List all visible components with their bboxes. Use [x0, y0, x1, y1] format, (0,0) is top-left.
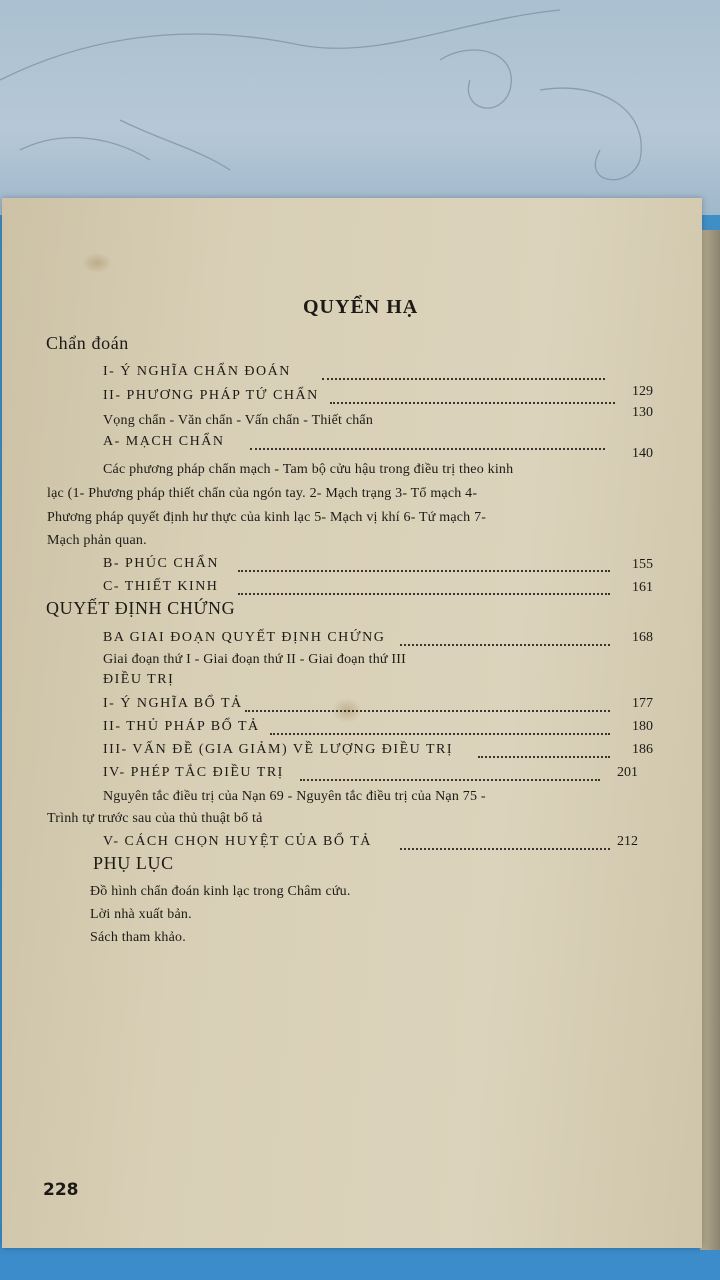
dot-leader [238, 593, 610, 595]
dot-leader [245, 710, 610, 712]
page-edge-shadow [700, 230, 720, 1250]
toc-description-line: Phương pháp quyết định hư thực của kinh lạc 5- Mạch vị khí 6- Tứ mạch 7- [47, 510, 487, 525]
toc-entry-page: 161 [632, 580, 653, 595]
toc-entry-page: 201 [617, 765, 638, 780]
toc-entry-label: BA GIAI ĐOẠN QUYẾT ĐỊNH CHỨNG [103, 630, 386, 645]
toc-description-line: lạc (1- Phương pháp thiết chẩn của ngón tay. 2- Mạch trạng 3- Tổ mạch 4- [47, 486, 478, 501]
pencil-sketch-background [0, 0, 720, 215]
toc-entry-page: 180 [632, 719, 653, 734]
toc-description-line: Trình tự trước sau của thủ thuật bổ tả [47, 811, 263, 826]
toc-entry-page: 130 [632, 405, 653, 420]
toc-entry-label: A- MẠCH CHẨN [103, 434, 225, 449]
toc-entry-label: II- THỦ PHÁP BỔ TẢ [103, 719, 260, 734]
toc-entry-page: 212 [617, 834, 638, 849]
toc-entry-label: Vọng chẩn - Văn chẩn - Vấn chẩn - Thiết chẩn [103, 413, 374, 428]
toc-entry-label: II- PHƯƠNG PHÁP TỨ CHẨN [103, 388, 319, 403]
section-heading-quyet-dinh-chung: QUYẾT ĐỊNH CHỨNG [46, 598, 236, 618]
toc-entry-page: 177 [632, 696, 653, 711]
toc-entry-label: I- Ý NGHĨA BỔ TẢ [103, 696, 243, 711]
page-title: QUYỂN HẠ [303, 296, 419, 318]
toc-entry-page: 155 [632, 557, 653, 572]
paper-stain [82, 253, 112, 273]
section-heading-chan-doan: Chẩn đoán [46, 333, 129, 353]
toc-entry-page: 186 [632, 742, 653, 757]
dot-leader [478, 756, 610, 758]
toc-entry-label: V- CÁCH CHỌN HUYỆT CỦA BỔ TẢ [103, 834, 372, 849]
dot-leader [330, 402, 615, 404]
toc-entry-label: I- Ý NGHĨA CHẨN ĐOÁN [103, 364, 291, 379]
dot-leader [400, 848, 610, 850]
toc-description-line: Mạch phản quan. [47, 533, 147, 548]
dot-leader [400, 644, 610, 646]
appendix-line: Đồ hình chẩn đoán kinh lạc trong Châm cứu. [90, 884, 351, 899]
dot-leader [322, 378, 605, 380]
appendix-line: Sách tham khảo. [90, 930, 186, 945]
toc-entry-label: ĐIỀU TRỊ [103, 672, 175, 687]
dot-leader [250, 448, 605, 450]
toc-description-line: Giai đoạn thứ I - Giai đoạn thứ II - Giai đoạn thứ III [103, 652, 406, 667]
toc-entry-page: 140 [632, 446, 653, 461]
toc-entry-label: C- THIẾT KINH [103, 579, 219, 594]
toc-entry-label: III- VẤN ĐỀ (GIA GIẢM) VỀ LƯỢNG ĐIỀU TRỊ [103, 742, 454, 757]
dot-leader [238, 570, 610, 572]
toc-entry-label: B- PHÚC CHẨN [103, 556, 220, 571]
section-heading-phu-luc: PHỤ LỤC [93, 853, 174, 873]
toc-entry-page: 168 [632, 630, 653, 645]
dot-leader [270, 733, 610, 735]
dot-leader [300, 779, 600, 781]
toc-entry-page: 129 [632, 384, 653, 399]
toc-entry-label: IV- PHÉP TẮC ĐIỀU TRỊ [103, 765, 284, 780]
page-number: 228 [43, 1180, 79, 1200]
toc-description-line: Các phương pháp chẩn mạch - Tam bộ cửu hậu trong điều trị theo kinh [103, 462, 514, 477]
toc-description-line: Nguyên tắc điều trị của Nạn 69 - Nguyên tắc điều trị của Nạn 75 - [103, 789, 486, 804]
appendix-line: Lời nhà xuất bản. [90, 907, 192, 922]
